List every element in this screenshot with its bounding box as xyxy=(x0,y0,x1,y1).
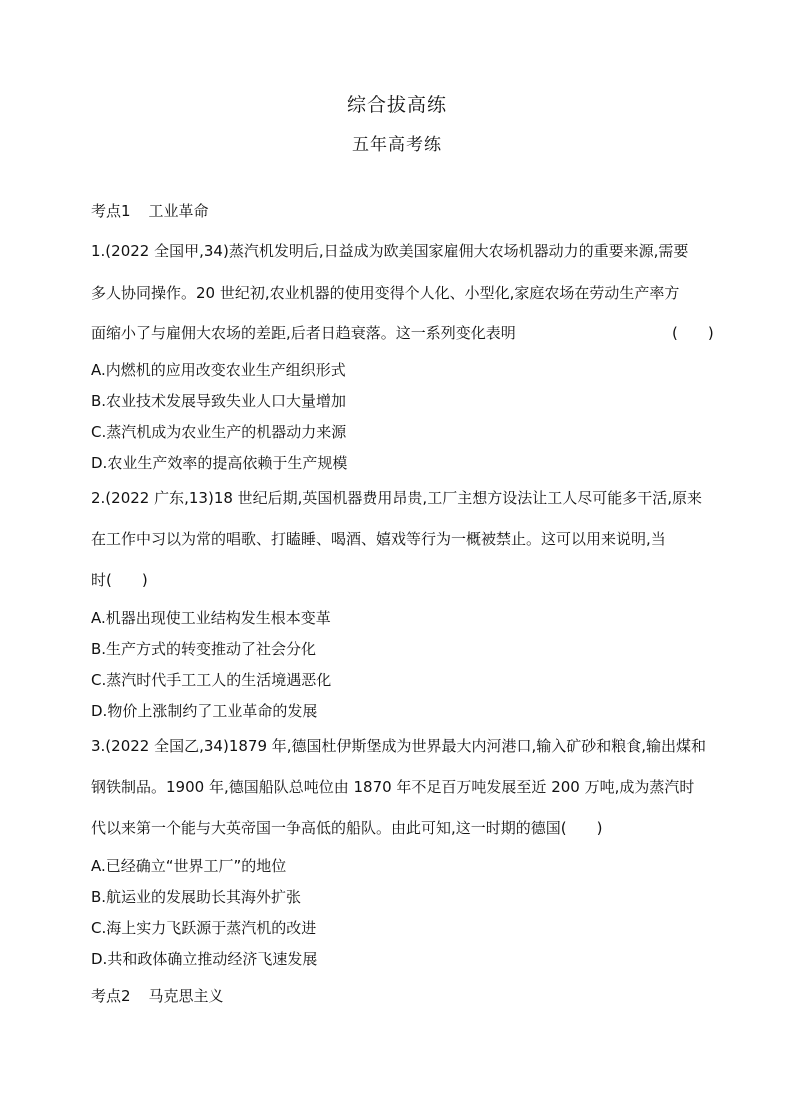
question-1-option-d: D.农业生产效率的提高依赖于生产规模 xyxy=(91,454,348,472)
question-1-line-3: 面缩小了与雇佣大农场的差距,后者日趋衰落。这一系列变化表明 xyxy=(91,324,516,342)
question-2-option-a: A.机器出现使工业结构发生根本变革 xyxy=(91,609,331,627)
page-title: 综合拔高练 xyxy=(346,94,447,116)
question-1-option-a: A.内燃机的应用改变农业生产组织形式 xyxy=(91,361,346,379)
question-3-line-1: 3.(2022 全国乙,34)1879 年,德国杜伊斯堡成为世界最大内河港口,输入矿砂和粮食,输出煤和 xyxy=(91,737,707,755)
section-name: 工业革命 xyxy=(148,202,209,220)
question-2-line-3: 时( ) xyxy=(91,571,148,589)
question-2-line-2: 在工作中习以为常的唱歌、打瞌睡、喝酒、嬉戏等行为一概被禁止。这可以用来说明,当 xyxy=(91,530,666,548)
question-3-line-3: 代以来第一个能与大英帝国一争高低的船队。由此可知,这一时期的德国( ) xyxy=(91,819,603,837)
question-2-line-1: 2.(2022 广东,13)18 世纪后期,英国机器费用昂贵,工厂主想方设法让工人尽可能多干活,原来 xyxy=(91,489,702,507)
question-1-answer-paren: ( ) xyxy=(672,324,714,342)
page-subtitle: 五年高考练 xyxy=(352,135,442,155)
section-heading-1 xyxy=(91,200,209,221)
question-2-option-c: C.蒸汽时代手工工人的生活境遇恶化 xyxy=(91,671,332,689)
question-3-line-2: 钢铁制品。1900 年,德国船队总吨位由 1870 年不足百万吨发展至近 200 万吨,成为蒸汽时 xyxy=(91,778,695,796)
section-number: 考点1 xyxy=(91,202,131,220)
section-name: 马克思主义 xyxy=(148,987,224,1005)
question-1-line-1: 1.(2022 全国甲,34)蒸汽机发明后,日益成为欧美国家雇佣大农场机器动力的重要来源,需要 xyxy=(91,242,689,260)
question-3-option-c: C.海上实力飞跃源于蒸汽机的改进 xyxy=(91,919,317,937)
question-2-option-d: D.物价上涨制约了工业革命的发展 xyxy=(91,702,318,720)
question-1-option-b: B.农业技术发展导致失业人口大量增加 xyxy=(91,392,347,410)
question-3-option-d: D.共和政体确立推动经济飞速发展 xyxy=(91,950,318,968)
section-number: 考点2 xyxy=(91,987,131,1005)
question-3-option-b: B.航运业的发展助长其海外扩张 xyxy=(91,888,302,906)
question-3-option-a: A.已经确立“世界工厂”的地位 xyxy=(91,857,287,875)
question-1-option-c: C.蒸汽机成为农业生产的机器动力来源 xyxy=(91,423,347,441)
question-2-option-b: B.生产方式的转变推动了社会分化 xyxy=(91,640,317,658)
section-heading-2 xyxy=(91,985,224,1006)
question-1-line-2: 多人协同操作。20 世纪初,农业机器的使用变得个人化、小型化,家庭农场在劳动生产率方 xyxy=(91,284,680,302)
